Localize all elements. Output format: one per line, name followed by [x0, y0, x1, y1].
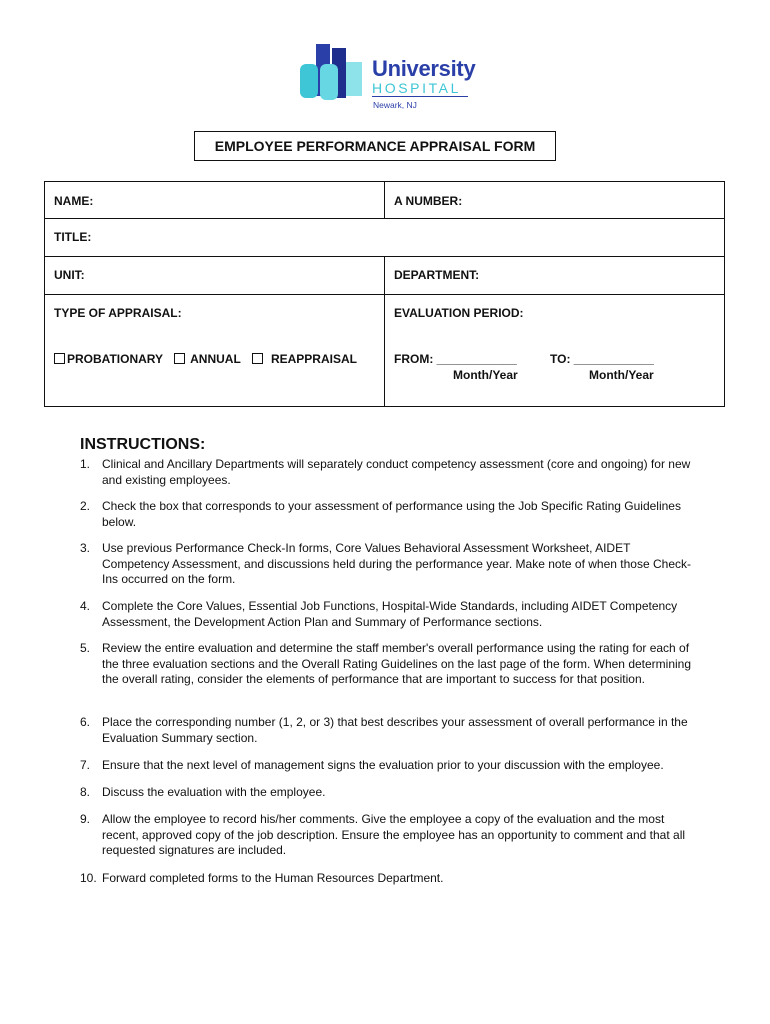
item-text: Review the entire evaluation and determine the staff member's overall performance using the rating for each of the three evaluation sections and the Overall Rating Guidelines on the last page of the form. When determining the overall rating, consider the elements of performance that are important to success for that position. [102, 641, 692, 686]
reappraisal-checkbox[interactable] [252, 353, 263, 364]
unit-field[interactable]: UNIT: [54, 268, 85, 282]
item-text: Ensure that the next level of management signs the evaluation prior to your discussion with the employee. [102, 758, 664, 772]
form-title: EMPLOYEE PERFORMANCE APPRAISAL FORM [194, 131, 556, 161]
evaluation-period-label: EVALUATION PERIOD: [394, 306, 524, 320]
item-number: 7. [80, 758, 91, 772]
reappraisal-label: REAPPRAISAL [270, 352, 357, 366]
department-field[interactable]: DEPARTMENT: [394, 268, 480, 282]
logo-location: Newark, NJ [373, 100, 417, 110]
item-text: Forward completed forms to the Human Resources Department. [102, 871, 444, 885]
logo-name-line1: University [372, 56, 476, 81]
title-field[interactable]: TITLE: [54, 230, 92, 244]
to-sublabel: Month/Year [589, 368, 654, 382]
item-number: 8. [80, 785, 91, 799]
probationary-label: PROBATIONARY [67, 352, 163, 366]
item-number: 5. [80, 641, 91, 655]
instructions-heading: INSTRUCTIONS: [80, 436, 206, 453]
logo-divider [372, 96, 468, 97]
a-number-field[interactable]: A NUMBER: [394, 194, 463, 208]
column-divider [384, 182, 385, 218]
item-text: Check the box that corresponds to your assessment of performance using the Job Specific Rating Guidelines below. [102, 499, 681, 529]
from-date-field[interactable]: FROM: ____________ [394, 352, 517, 366]
type-of-appraisal-label: TYPE OF APPRAISAL: [54, 306, 182, 320]
logo-name-line2: HOSPITAL [372, 80, 462, 96]
item-number: 9. [80, 812, 91, 826]
name-field[interactable]: NAME: [54, 194, 94, 208]
column-divider [384, 256, 385, 406]
item-text: Allow the employee to record his/her comments. Give the employee a copy of the evaluation and the most recent, approved copy of the job description. Ensure the employee has an opportunity to comment and that all requested signatures are included. [102, 812, 686, 857]
item-text: Use previous Performance Check-In forms, Core Values Behavioral Assessment Worksheet, AIDET Competency Assessment, and discussions held during the performance year. Make note of when those Check-Ins occurred on the form. [102, 541, 691, 586]
annual-label: ANNUAL [190, 352, 241, 366]
from-sublabel: Month/Year [453, 368, 518, 382]
item-number: 3. [80, 541, 91, 555]
employee-info-table [44, 181, 725, 407]
item-text: Place the corresponding number (1, 2, or 3) that best describes your assessment of overall performance in the Evaluation Summary section. [102, 715, 688, 745]
logo-mark-icon [298, 44, 370, 104]
row-divider [45, 218, 724, 219]
probationary-checkbox[interactable] [54, 353, 65, 364]
annual-checkbox[interactable] [174, 353, 185, 364]
item-number: 1. [80, 457, 91, 471]
item-number: 6. [80, 715, 91, 729]
to-date-field[interactable]: TO: ____________ [550, 352, 654, 366]
item-number: 10. [80, 871, 97, 885]
appraisal-type-options [54, 352, 357, 366]
item-text: Complete the Core Values, Essential Job Functions, Hospital-Wide Standards, including AIDET Competency Assessment, the Development Action Plan and Summary of Performance sections. [102, 599, 678, 629]
item-text: Clinical and Ancillary Departments will separately conduct competency assessment (core and ongoing) for new and existing employees. [102, 457, 691, 487]
item-text: Discuss the evaluation with the employee. [102, 785, 326, 799]
item-number: 2. [80, 499, 91, 513]
item-number: 4. [80, 599, 91, 613]
hospital-logo [298, 44, 478, 114]
